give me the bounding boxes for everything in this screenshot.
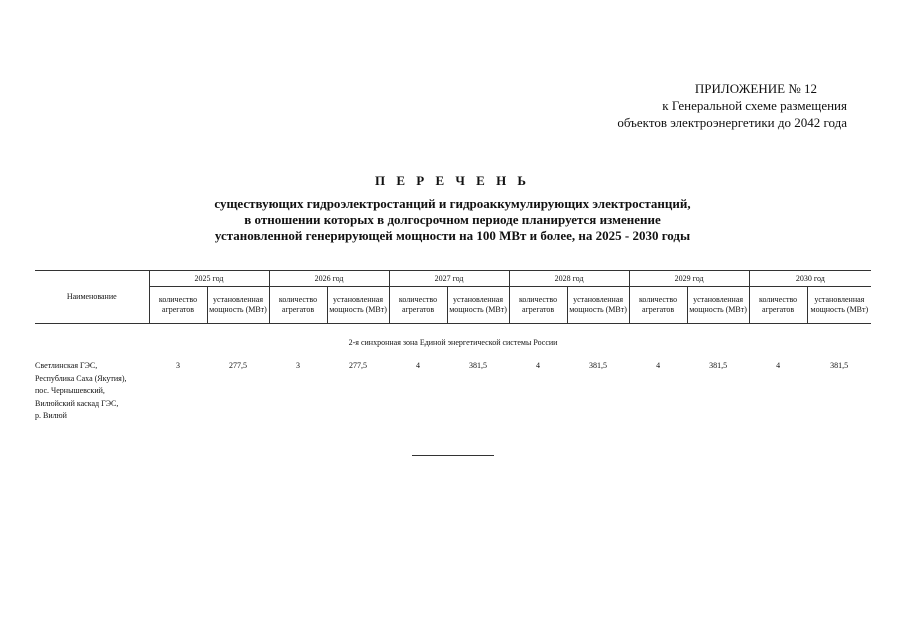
column-header-count: количество агрегатов [149,287,207,324]
table-row [35,360,871,423]
appendix-block [617,80,847,131]
power-2026: 277,5 [349,361,368,370]
column-header-power: установленная мощность (МВт) [207,287,269,324]
year-header-2027: 2027 год [389,271,509,287]
end-divider [412,455,494,456]
count-2026: 3 [296,361,301,370]
column-header-power: установленная мощность (МВт) [687,287,749,324]
subtitle-line-2: в отношении которых в долгосрочном периоде планируется изменение [244,212,661,227]
power-2028: 381,5 [589,361,608,370]
year-header-2030: 2030 год [749,271,871,287]
year-header-2028: 2028 год [509,271,629,287]
year-header-2026: 2026 год [269,271,389,287]
zone-row [35,324,871,361]
document-heading: П Е Р Е Ч Е Н Ь [374,173,531,188]
column-header-power: установленная мощность (МВт) [807,287,871,324]
column-header-count: количество агрегатов [509,287,567,324]
count-2027: 4 [416,361,421,370]
year-header-2025: 2025 год [149,271,269,287]
station-name-line: пос. Чернышевский, [35,386,105,396]
column-header-count: количество агрегатов [749,287,807,324]
table-header-years [35,271,871,287]
column-header-count: количество агрегатов [629,287,687,324]
appendix-line-2: объектов электроэнергетики до 2042 года [617,115,847,130]
subtitle-line-1: существующих гидроэлектростанций и гидроаккумулирующих электростанций, [214,196,691,211]
hydro-stations-table [35,270,871,423]
year-header-2029: 2029 год [629,271,749,287]
power-2029: 381,5 [709,361,728,370]
count-2029: 4 [656,361,661,370]
power-2025: 277,5 [229,361,247,370]
count-2025: 3 [176,361,180,370]
column-header-count: количество агрегатов [389,287,447,324]
table-header-subcolumns [35,287,871,324]
appendix-title: ПРИЛОЖЕНИЕ № 12 [694,81,817,96]
subtitle-line-3: установленной генерирующей мощности на 100 МВт и более, на 2025 - 2030 годы [214,228,691,243]
station-name-line: р. Вилюй [35,411,67,421]
column-header-count: количество агрегатов [269,287,327,324]
power-2027: 381,5 [469,361,488,370]
column-header-power: установленная мощность (МВт) [327,287,389,324]
station-name-line: Светлинская ГЭС, [35,361,98,370]
count-2030: 4 [776,361,781,370]
count-2028: 4 [536,361,541,370]
power-2030: 381,5 [830,361,849,370]
station-name-line: Республика Саха (Якутия), [35,373,127,383]
document-subtitle [0,196,905,244]
column-header-name: Наименование [35,271,149,324]
column-header-power: установленная мощность (МВт) [567,287,629,324]
station-name [35,360,149,423]
zone-label: 2-я синхронная зона Единой энергетической системы России [348,338,558,347]
appendix-line-1: к Генеральной схеме размещения [662,98,847,113]
column-header-power: установленная мощность (МВт) [447,287,509,324]
station-name-line: Вилюйский каскад ГЭС, [35,398,119,408]
